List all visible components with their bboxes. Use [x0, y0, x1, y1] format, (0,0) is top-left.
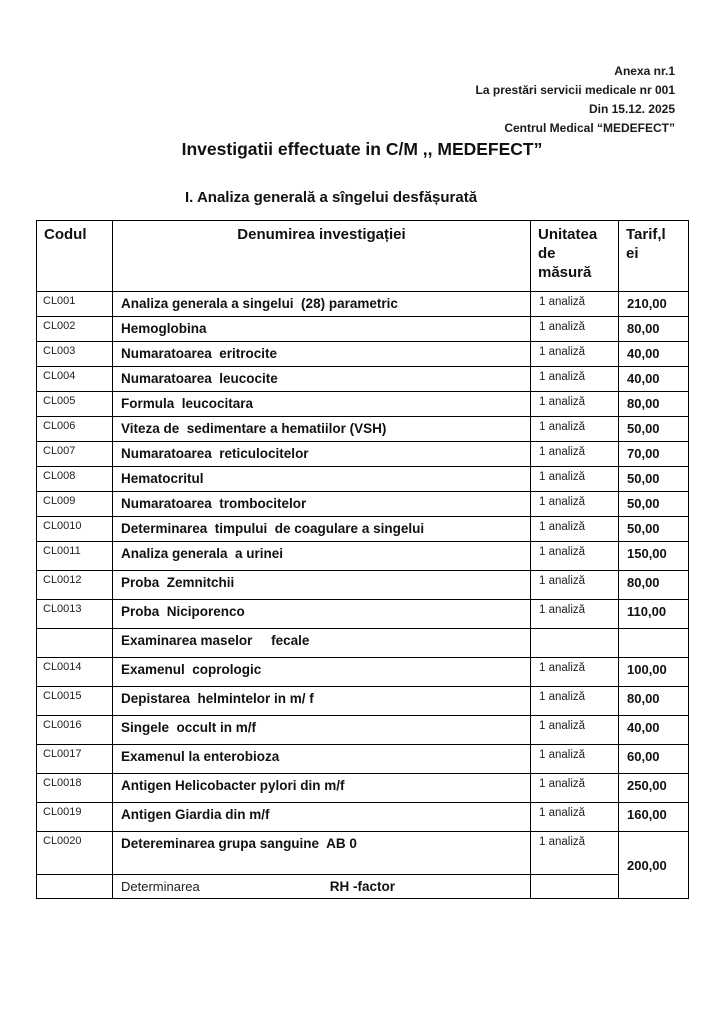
code-cell: CL0017 [37, 745, 113, 774]
tariff-cell: 70,00 [619, 442, 689, 467]
table-row [37, 517, 689, 542]
column-header-tariff [619, 221, 689, 292]
code-cell: CL006 [37, 417, 113, 442]
unit-cell: 1 analiză [531, 803, 619, 832]
investigation-name-cell: Analiza generala a singelui (28) parametric [113, 292, 531, 317]
table-row [37, 367, 689, 392]
table-row [37, 492, 689, 517]
table-row [37, 392, 689, 417]
unit-cell: 1 analiză [531, 317, 619, 342]
tariff-cell: 80,00 [619, 317, 689, 342]
tariff-cell: 40,00 [619, 342, 689, 367]
tariff-cell: 50,00 [619, 467, 689, 492]
tariff-cell: 50,00 [619, 492, 689, 517]
unit-cell: 1 analiză [531, 442, 619, 467]
code-cell: CL003 [37, 342, 113, 367]
header-line-anexa: Anexa nr.1 [614, 64, 675, 78]
investigation-name-cell: Antigen Helicobacter pylori din m/f [113, 774, 531, 803]
investigation-name-cell: Numaratoarea trombocitelor [113, 492, 531, 517]
tariff-cell: 250,00 [619, 774, 689, 803]
investigation-name-cell: Determinarea timpului de coagulare a singelui [113, 517, 531, 542]
investigation-name-cell: Proba Niciporenco [113, 600, 531, 629]
header-line-center: Centrul Medical “MEDEFECT” [504, 121, 675, 135]
code-cell: CL0010 [37, 517, 113, 542]
table-row [37, 342, 689, 367]
tariff-cell: 40,00 [619, 716, 689, 745]
unit-cell: 1 analiză [531, 392, 619, 417]
unit-cell: 1 analiză [531, 467, 619, 492]
code-cell: CL002 [37, 317, 113, 342]
unit-cell: 1 analiză [531, 542, 619, 571]
investigation-name-cell: Hematocritul [113, 467, 531, 492]
code-cell: CL001 [37, 292, 113, 317]
column-header-code: Codul [37, 221, 113, 292]
table-header-row [37, 221, 689, 292]
unit-cell: 1 analiză [531, 292, 619, 317]
document-header [0, 0, 675, 138]
code-cell: CL0015 [37, 687, 113, 716]
investigation-name-cell: Formula leucocitara [113, 392, 531, 417]
unit-cell: 1 analiză [531, 716, 619, 745]
table-row-section-fecale [37, 629, 689, 658]
table-row [37, 442, 689, 467]
table-row [37, 571, 689, 600]
investigation-name-cell: Analiza generala a urinei [113, 542, 531, 571]
table-row [37, 832, 689, 875]
code-cell: CL0020 [37, 832, 113, 875]
table-row [37, 803, 689, 832]
table-row-rh-factor [37, 875, 689, 899]
tariff-cell: 150,00 [619, 542, 689, 571]
table-header [37, 221, 689, 292]
investigation-name-cell: Viteza de sedimentare a hematiilor (VSH) [113, 417, 531, 442]
investigation-name-cell: Examinarea maselor fecale [113, 629, 531, 658]
column-header-tariff-label: Tarif,lei [626, 226, 666, 262]
tariff-cell: 80,00 [619, 571, 689, 600]
investigation-name-cell [113, 875, 531, 899]
unit-cell: 1 analiză [531, 571, 619, 600]
header-line-servicii: La prestări servicii medicale nr 001 [475, 83, 675, 97]
code-cell: CL009 [37, 492, 113, 517]
investigation-name-cell: Singele occult in m/f [113, 716, 531, 745]
table-row [37, 716, 689, 745]
unit-cell: 1 analiză [531, 687, 619, 716]
unit-cell: 1 analiză [531, 342, 619, 367]
investigation-name-cell: Hemoglobina [113, 317, 531, 342]
table-row [37, 600, 689, 629]
tariff-cell: 210,00 [619, 292, 689, 317]
header-line-date: Din 15.12. 2025 [588, 102, 675, 116]
code-cell: CL0014 [37, 658, 113, 687]
tariff-cell: 110,00 [619, 600, 689, 629]
investigation-name-cell: Detereminarea grupa sanguine AB 0 [113, 832, 531, 875]
tariff-cell: 80,00 [619, 392, 689, 417]
code-cell: CL0019 [37, 803, 113, 832]
investigation-name-cell: Depistarea helmintelor in m/ f [113, 687, 531, 716]
code-cell: CL0011 [37, 542, 113, 571]
code-cell: CL004 [37, 367, 113, 392]
unit-cell: 1 analiză [531, 600, 619, 629]
unit-cell: 1 analiză [531, 658, 619, 687]
investigation-name-cell: Numaratoarea reticulocitelor [113, 442, 531, 467]
tariff-cell: 50,00 [619, 517, 689, 542]
tariff-cell [619, 629, 689, 658]
investigation-name-cell: Antigen Giardia din m/f [113, 803, 531, 832]
tariff-cell: 80,00 [619, 687, 689, 716]
code-cell: CL0018 [37, 774, 113, 803]
unit-cell: 1 analiză [531, 832, 619, 875]
code-cell: CL0016 [37, 716, 113, 745]
table-row [37, 774, 689, 803]
code-cell [37, 875, 113, 899]
investigation-name-cell: Examenul la enterobioza [113, 745, 531, 774]
column-header-unit [531, 221, 619, 292]
unit-cell [531, 629, 619, 658]
code-cell: CL0012 [37, 571, 113, 600]
unit-cell: 1 analiză [531, 745, 619, 774]
unit-cell: 1 analiză [531, 367, 619, 392]
column-header-name: Denumirea investigației [113, 221, 531, 292]
tariff-cell: 100,00 [619, 658, 689, 687]
table-row [37, 292, 689, 317]
tariff-cell: 160,00 [619, 803, 689, 832]
investigation-name-cell: Numaratoarea eritrocite [113, 342, 531, 367]
table-row [37, 658, 689, 687]
table-row [37, 542, 689, 571]
investigations-table [36, 220, 689, 899]
investigation-name-cell: Proba Zemnitchii [113, 571, 531, 600]
code-cell: CL005 [37, 392, 113, 417]
table-row [37, 467, 689, 492]
code-cell: CL007 [37, 442, 113, 467]
table-body [37, 292, 689, 899]
page-title: Investigatii effectuate in C/M ,, MEDEFECT” [181, 139, 543, 159]
unit-cell: 1 analiză [531, 417, 619, 442]
tariff-cell: 40,00 [619, 367, 689, 392]
unit-cell: 1 analiză [531, 774, 619, 803]
section-heading: I. Analiza generală a sîngelui desfășurată [185, 189, 478, 206]
unit-cell [531, 875, 619, 899]
investigation-name-cell: Examenul coprologic [113, 658, 531, 687]
tariff-cell: 60,00 [619, 745, 689, 774]
rh-label-regular: Determinarea [121, 879, 200, 894]
code-cell: CL008 [37, 467, 113, 492]
table-row [37, 745, 689, 774]
tariff-cell-merged: 200,00 [619, 832, 689, 899]
tariff-cell: 50,00 [619, 417, 689, 442]
table-row [37, 687, 689, 716]
table-row [37, 417, 689, 442]
code-cell: CL0013 [37, 600, 113, 629]
table-row [37, 317, 689, 342]
column-header-unit-label: Unitatea de măsură [538, 226, 598, 281]
investigation-name-cell: Numaratoarea leucocite [113, 367, 531, 392]
unit-cell: 1 analiză [531, 492, 619, 517]
code-cell [37, 629, 113, 658]
unit-cell: 1 analiză [531, 517, 619, 542]
rh-label-bold: RH -factor [329, 879, 396, 894]
